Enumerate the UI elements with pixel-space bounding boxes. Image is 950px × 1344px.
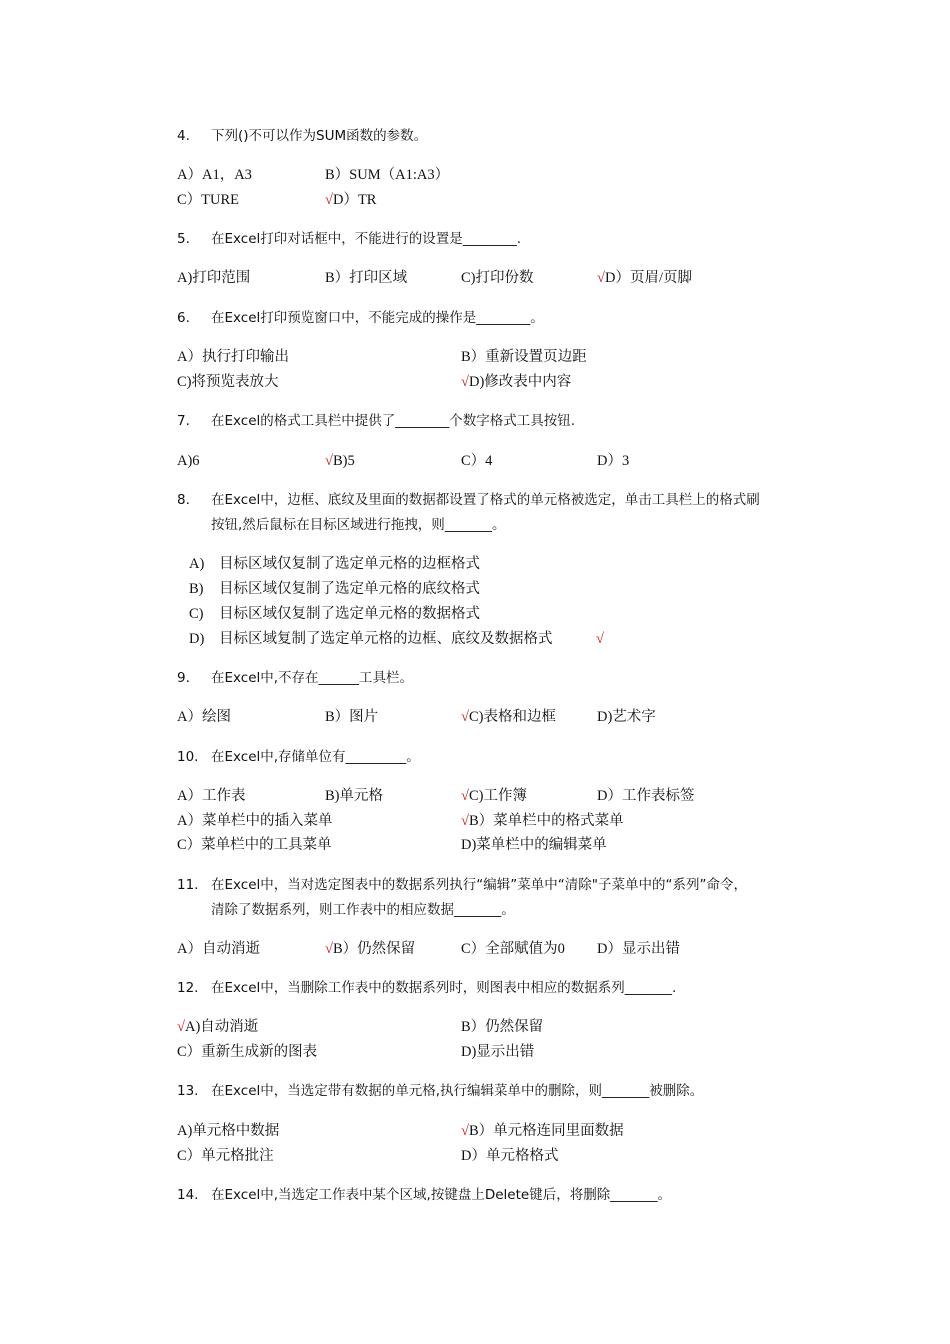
option-row [0, 705, 950, 730]
option-row [0, 1144, 950, 1169]
option: A）工作表 [177, 788, 246, 804]
option: D）工作表标签 [597, 788, 695, 804]
option-correct: √B）菜单栏中的格式菜单 [461, 813, 624, 829]
option-row [0, 833, 950, 858]
checkmark-icon: √ [597, 270, 605, 286]
question-13 [177, 1079, 827, 1104]
option: A）绘图 [177, 709, 231, 725]
option-row [0, 345, 950, 370]
question-number: 6. [177, 310, 190, 326]
option: D)菜单栏中的编辑菜单 [461, 837, 607, 853]
question-4 [177, 124, 827, 149]
option-row [0, 449, 950, 474]
option-row [0, 784, 950, 809]
option: C）全部赋值为0 [461, 941, 565, 957]
question-number: 9. [177, 670, 190, 686]
question-number: 10. [177, 749, 199, 765]
checkmark-icon: √ [461, 374, 469, 390]
option: D）显示出错 [597, 941, 680, 957]
option-correct: √B）仍然保留 [325, 941, 416, 957]
checkmark-icon: √ [596, 631, 604, 647]
option: A)6 [177, 453, 200, 469]
option: A）自动消逝 [177, 941, 260, 957]
option-row [0, 370, 950, 395]
option: D)艺术字 [597, 709, 656, 725]
option: D）3 [597, 453, 630, 469]
option-row [0, 1119, 950, 1144]
option-row [0, 266, 950, 291]
question-5 [177, 227, 827, 252]
checkmark-icon: √ [461, 709, 469, 725]
option: B）图片 [325, 709, 379, 725]
checkmark-icon: √ [325, 453, 333, 469]
option: C）4 [461, 453, 493, 469]
option: A)单元格中数据 [177, 1123, 280, 1139]
option: D）单元格格式 [461, 1148, 559, 1164]
question-text-continued: 按钮,然后鼠标在目标区域进行拖拽，则_______。 [211, 517, 506, 533]
question-text: 在Excel中，当对选定图表中的数据系列执行“编辑”菜单中“清除"子菜单中的“系列”命令， [211, 877, 747, 893]
option: C）重新生成新的图表 [177, 1044, 318, 1060]
option-row [0, 188, 950, 213]
question-10 [177, 745, 827, 770]
list-item-correct: D) 目标区域复制了选定单元格的边框、底纹及数据格式 [189, 631, 553, 647]
question-text: 在Excel中，边框、底纹及里面的数据都设置了格式的单元格被选定，单击工具栏上的格式刷 [211, 492, 760, 508]
option: C)打印份数 [461, 270, 534, 286]
question-11 [177, 873, 827, 923]
question-12 [177, 976, 827, 1001]
question-number: 5. [177, 231, 190, 247]
option-correct: √D）页眉/页脚 [597, 270, 692, 286]
question-14 [177, 1183, 827, 1208]
option: B）SUM（A1:A3） [325, 167, 450, 183]
list-item: C) 目标区域仅复制了选定单元格的数据格式 [189, 606, 480, 622]
option: C）单元格批注 [177, 1148, 274, 1164]
option-correct: √A)自动消逝 [177, 1019, 259, 1035]
option: A)打印范围 [177, 270, 251, 286]
question-text: 在Excel中,存储单位有_________。 [211, 749, 420, 765]
option: A）执行打印输出 [177, 349, 289, 365]
question-9 [177, 666, 827, 691]
option: B）打印区域 [325, 270, 408, 286]
checkmark-icon: √ [325, 941, 333, 957]
option-correct: √B）单元格连同里面数据 [461, 1123, 624, 1139]
question-text: 下列()不可以作为SUM函数的参数。 [211, 128, 428, 144]
option-correct: √B)5 [325, 453, 355, 469]
question-7 [177, 409, 827, 434]
question-number: 11. [177, 877, 199, 893]
option-correct: √C)表格和边框 [461, 709, 556, 725]
question-text-continued: 清除了数据系列，则工作表中的相应数据_______。 [211, 902, 515, 918]
question-text: 在Excel中,不存在______工具栏。 [211, 670, 414, 686]
option: B)单元格 [325, 788, 383, 804]
list-item: B) 目标区域仅复制了选定单元格的底纹格式 [189, 581, 480, 597]
option-row [0, 809, 950, 834]
question-number: 8. [177, 492, 190, 508]
option-correct: √D）TR [325, 192, 377, 208]
checkmark-icon: √ [461, 813, 469, 829]
option: C）菜单栏中的工具菜单 [177, 837, 332, 853]
question-6 [177, 306, 827, 331]
question-8 [177, 488, 827, 538]
question-number: 13. [177, 1083, 199, 1099]
option-row [0, 1040, 950, 1065]
question-text: 在Excel的格式工具栏中提供了________个数字格式工具按钮. [211, 413, 576, 429]
question-number: 4. [177, 128, 190, 144]
checkmark-icon: √ [461, 1123, 469, 1139]
option: B）仍然保留 [461, 1019, 544, 1035]
list-item: A) 目标区域仅复制了选定单元格的边框格式 [189, 556, 480, 572]
checkmark-icon: √ [177, 1019, 185, 1035]
option-row [0, 1015, 950, 1040]
question-number: 14. [177, 1187, 199, 1203]
question-number: 12. [177, 980, 199, 996]
option: B）重新设置页边距 [461, 349, 587, 365]
checkmark-icon: √ [325, 192, 333, 208]
option-correct: √D)修改表中内容 [461, 374, 572, 390]
option: A）A1，A3 [177, 167, 252, 183]
option: C）TURE [177, 192, 240, 208]
checkmark-icon: √ [461, 788, 469, 804]
option-row [0, 163, 950, 188]
question-text: 在Excel中，当选定带有数据的单元格,执行编辑菜单中的删除，则_______被删除。 [211, 1083, 704, 1099]
option-correct: √C)工作簿 [461, 788, 527, 804]
question-number: 7. [177, 413, 190, 429]
question-text: 在Excel打印预览窗口中，不能完成的操作是________。 [211, 310, 544, 326]
option: A）菜单栏中的插入菜单 [177, 813, 333, 829]
option: C)将预览表放大 [177, 374, 279, 390]
option: D)显示出错 [461, 1044, 535, 1060]
question-text: 在Excel中，当删除工作表中的数据系列时，则图表中相应的数据系列_______. [211, 980, 677, 996]
question-text: 在Excel打印对话框中，不能进行的设置是________. [211, 231, 522, 247]
option-row [0, 937, 950, 962]
question-text: 在Excel中,当选定工作表中某个区域,按键盘上Delete键后，将删除_______。 [211, 1187, 671, 1203]
